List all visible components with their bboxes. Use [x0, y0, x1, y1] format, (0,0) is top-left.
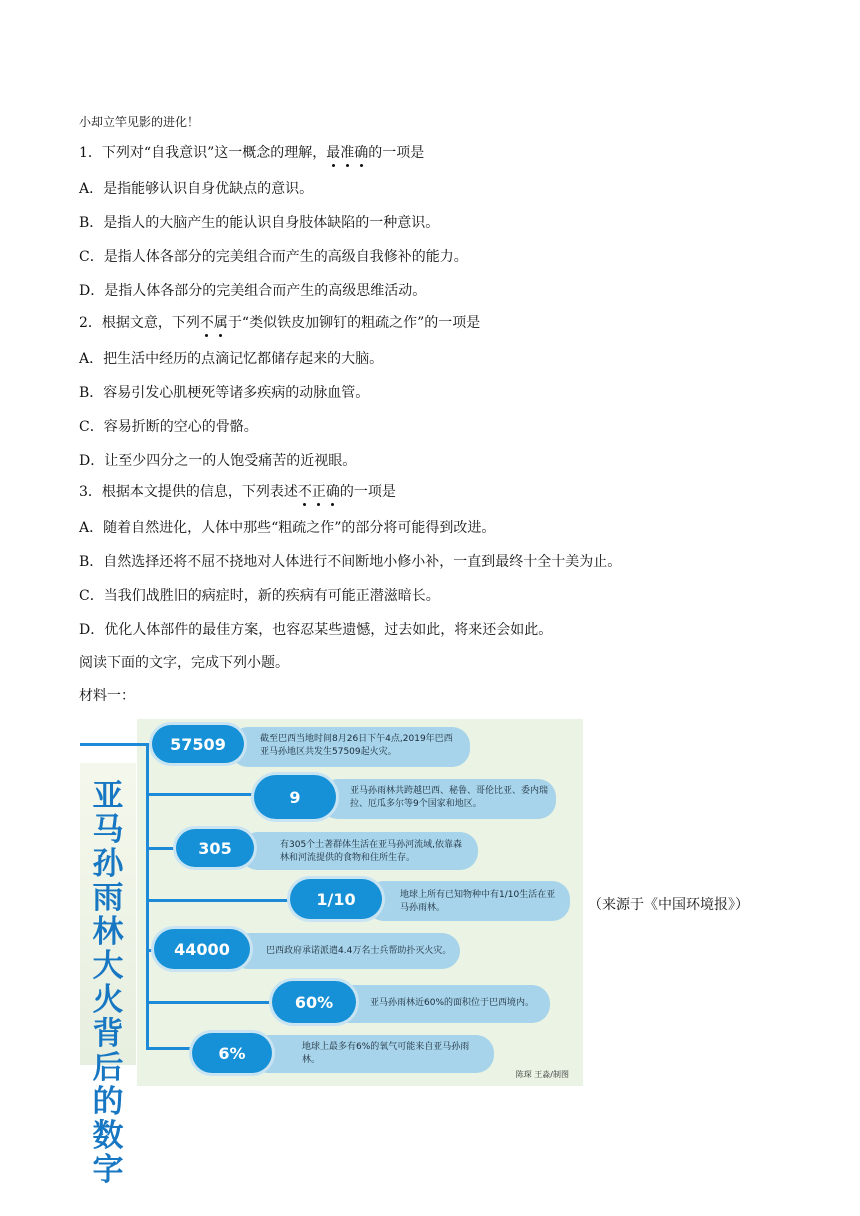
reading-instruction: 阅读下面的文字，完成下列小题。 [79, 655, 289, 671]
fact-number: 305 [198, 838, 232, 858]
fact-number-cloud [152, 725, 244, 763]
fact-number: 60% [294, 992, 334, 1012]
question-1-stem [79, 144, 424, 162]
title-char: 林 [92, 914, 124, 950]
fact-text: 截至巴西当地时间8月26日下午4点,2019年巴西亚马孙地区共发生57509起火灾。 [260, 734, 453, 757]
source-note: （来源于《中国环境报》） [588, 897, 749, 913]
q3-emphasis-char: 不 [297, 484, 312, 500]
title-char: 背 [92, 1016, 124, 1052]
fact-number-cloud [192, 1033, 272, 1073]
q1-stem-pre: 1．下列对“自我意识”这一概念的理解， [79, 145, 327, 161]
title-char: 雨 [92, 880, 124, 916]
branch-line [146, 899, 298, 902]
q1-stem-post: 的一项是 [368, 145, 425, 161]
fact-text: 亚马孙雨林共跨越巴西、秘鲁、哥伦比亚、委内瑞拉、厄瓜多尔等9个国家和地区。 [350, 786, 549, 809]
title-char: 孙 [92, 846, 124, 882]
q1-option-d: D．是指人体各部分的完美组合而产生的高级思维活动。 [79, 283, 427, 299]
q2-emphasis-char: 不 [199, 315, 214, 331]
title-char: 亚 [92, 778, 124, 814]
q1-emphasis-char: 准 [340, 145, 355, 161]
infographic-top-line [80, 743, 156, 746]
fact-number: 44000 [174, 939, 230, 959]
title-char: 后 [92, 1050, 124, 1086]
q3-emphasis-char: 确 [325, 484, 340, 500]
question-3-stem [79, 483, 396, 501]
branch-line [146, 1001, 278, 1004]
title-char: 的 [92, 1084, 124, 1120]
fact-number: 57509 [170, 734, 226, 754]
fact-number: 6% [218, 1043, 246, 1063]
fact-text: 巴西政府承诺派遣4.4万名士兵帮助扑灭火灾。 [266, 946, 452, 956]
infographic-title [88, 779, 128, 1187]
fact-text: 有305个土著群体生活在亚马孙河流域,依靠森林和河流提供的食物和住所生存。 [280, 840, 463, 863]
fact-text: 地球上最多有6%的氧气可能来自亚马孙雨林。 [302, 1042, 470, 1065]
fact-number-cloud [290, 879, 382, 919]
fact-number-cloud [154, 929, 250, 969]
title-char: 字 [92, 1152, 124, 1188]
amazon-fire-infographic [80, 719, 583, 1188]
title-char: 马 [92, 812, 124, 848]
q2-option-a: A．把生活中经历的点滴记忆都储存起来的大脑。 [79, 351, 384, 367]
title-char: 数 [92, 1118, 124, 1154]
q2-option-b: B．容易引发心肌梗死等诸多疾病的动脉血管。 [79, 385, 370, 401]
q2-stem-pre: 2．根据文意，下列 [79, 315, 200, 331]
title-char: 大 [92, 948, 124, 984]
q2-option-d: D．让至少四分之一的人饱受痛苦的近视眼。 [79, 453, 357, 469]
branch-line [146, 1047, 198, 1050]
fact-number-cloud [272, 981, 356, 1023]
fact-number: 1/10 [316, 889, 356, 909]
q3-emphasis-char: 正 [311, 484, 326, 500]
fact-number: 9 [289, 787, 301, 807]
infographic-credit: 陈琛 王淼/制图 [515, 1070, 569, 1079]
q3-option-b: B．自然选择还将不屈不挠地对人体进行不间断地小修小补，一直到最终十全十美为止。 [79, 554, 622, 570]
question-2-stem [79, 314, 480, 332]
fact-number-cloud [176, 829, 254, 867]
q3-stem-post: 的一项是 [339, 484, 396, 500]
q3-stem-pre: 3．根据本文提供的信息，下列表述 [79, 484, 298, 500]
title-char: 火 [92, 982, 124, 1018]
q3-option-a: A．随着自然进化，人体中那些“粗疏之作”的部分将可能得到改进。 [79, 520, 496, 536]
fact-text: 地球上所有已知物种中有1/10生活在亚马孙雨林。 [400, 890, 556, 913]
q3-option-c: C．当我们战胜旧的病症时，新的疾病有可能正潜滋暗长。 [79, 588, 440, 604]
q1-emphasis-char: 确 [354, 145, 369, 161]
branch-line [146, 793, 256, 796]
q2-stem-post: 于“类似铁皮加铆钉的粗疏之作”的一项是 [227, 315, 481, 331]
q3-option-d: D．优化人体部件的最佳方案，也容忍某些遗憾，过去如此，将来还会如此。 [79, 622, 553, 638]
fact-number-cloud [254, 775, 336, 819]
q1-emphasis-char: 最 [326, 145, 341, 161]
material-label: 材料一： [79, 688, 135, 704]
slogan-text: 小却立竿见影的进化！ [79, 115, 200, 129]
q2-emphasis-char: 属 [213, 315, 228, 331]
q2-option-c: C．容易折断的空心的骨骼。 [79, 419, 258, 435]
q1-option-b: B．是指人的大脑产生的能认识自身肢体缺陷的一种意识。 [79, 215, 440, 231]
q1-option-a: A．是指能够认识自身优缺点的意识。 [79, 181, 314, 197]
q1-option-c: C．是指人体各部分的完美组合而产生的高级自我修补的能力。 [79, 249, 468, 265]
fact-text: 亚马孙雨林近60%的面积位于巴西境内。 [370, 998, 535, 1008]
